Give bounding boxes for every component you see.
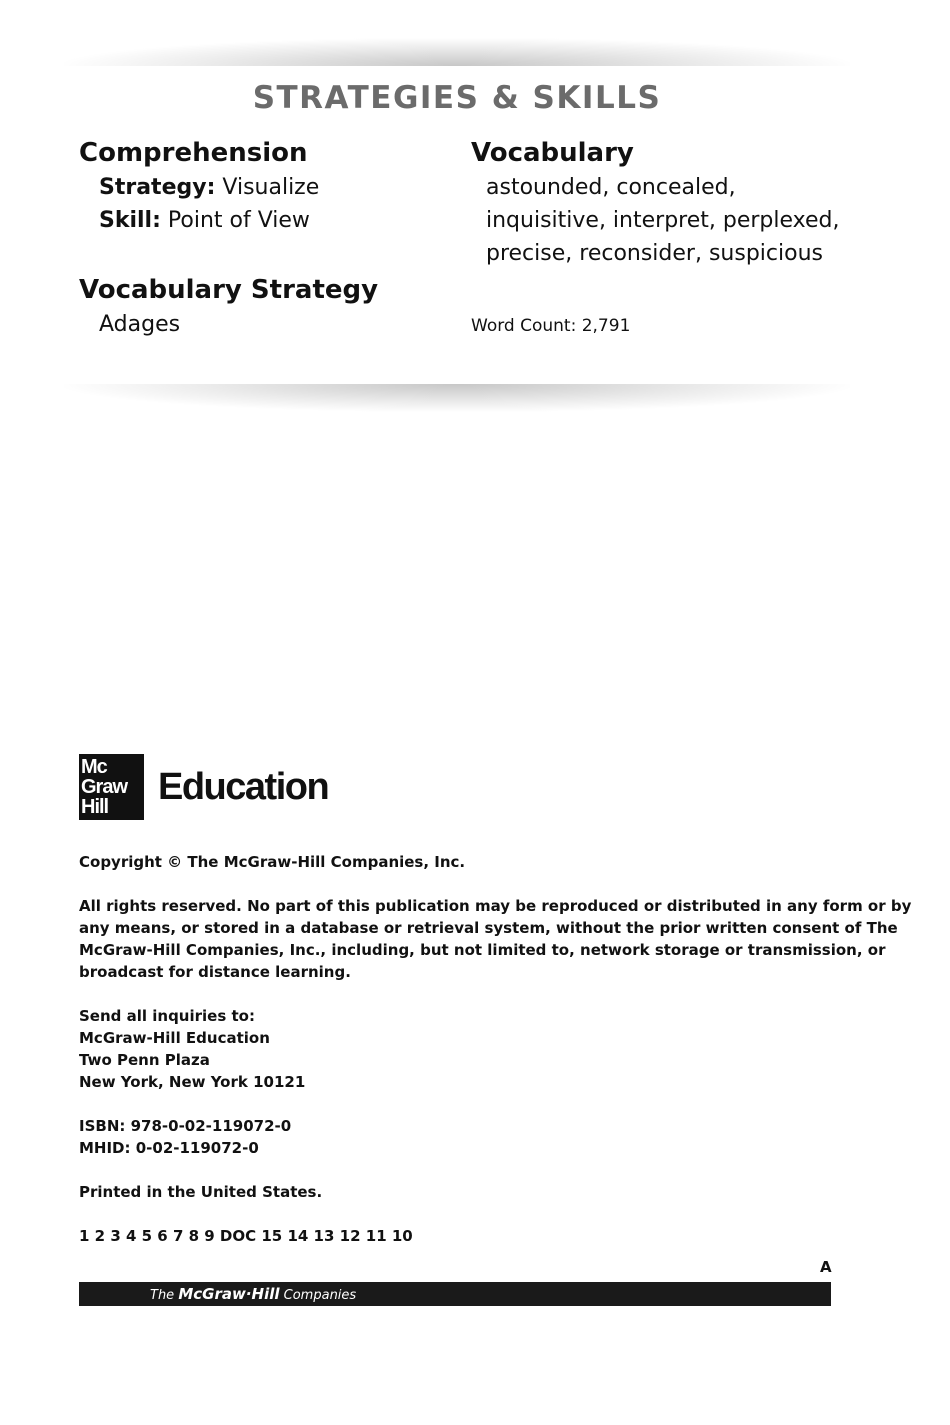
print-number-line: 1 2 3 4 5 6 7 8 9 DOC 15 14 13 12 11 10 [79, 1227, 413, 1245]
isbn: ISBN: 978-0-02-119072-0 [79, 1117, 292, 1135]
vocabulary-strategy-value: Adages [99, 312, 181, 337]
footer-brand-name: McGraw·Hill [178, 1285, 280, 1303]
vocabulary-line: inquisitive, interpret, perplexed, [486, 208, 840, 233]
inquiries-line: Send all inquiries to: [79, 1007, 255, 1025]
logo-line: Hill [81, 796, 109, 818]
copyright-line: Copyright © The McGraw-Hill Companies, Inc. [79, 853, 466, 871]
skill-value: Point of View [167, 208, 310, 233]
rights-line: McGraw-Hill Companies, Inc., including, but not limited to, network storage or transmission, or [79, 941, 886, 959]
strategy-label: Strategy: [99, 175, 216, 200]
vocabulary-heading: Vocabulary [471, 138, 634, 168]
inquiries-line: McGraw-Hill Education [79, 1029, 270, 1047]
inquiries-line: New York, New York 10121 [79, 1073, 306, 1091]
footer-brand [150, 1285, 356, 1303]
footer-bar [79, 1282, 831, 1306]
skill-label: Skill: [99, 208, 161, 233]
strategy-value: Visualize [222, 175, 320, 200]
mhid: MHID: 0-02-119072-0 [79, 1139, 259, 1157]
word-count: Word Count: 2,791 [471, 316, 631, 336]
rights-line: All rights reserved. No part of this publication may be reproduced or distributed in any form or by [79, 897, 912, 915]
footer-the: The [150, 1288, 175, 1303]
page-letter: A [820, 1258, 832, 1276]
footer-companies: Companies [283, 1288, 357, 1303]
printed-line: Printed in the United States. [79, 1183, 323, 1201]
vocabulary-line: precise, reconsider, suspicious [486, 241, 823, 266]
vocabulary-strategy-heading: Vocabulary Strategy [79, 275, 379, 305]
strategy-line [99, 175, 319, 200]
panel-title: STRATEGIES & SKILLS [252, 80, 662, 116]
panel-shadow-top [64, 38, 850, 66]
vocabulary-line: astounded, concealed, [486, 175, 736, 200]
rights-line: any means, or stored in a database or retrieval system, without the prior written consent of The [79, 919, 898, 937]
logo-line: Graw [81, 776, 128, 798]
logo-line: Mc [81, 756, 107, 778]
inquiries-line: Two Penn Plaza [79, 1051, 210, 1069]
panel-shadow-bottom [64, 384, 850, 412]
rights-line: broadcast for distance learning. [79, 963, 351, 981]
comprehension-heading: Comprehension [79, 138, 308, 168]
logo-education-word: Education [158, 766, 329, 808]
mcgraw-hill-logo [79, 754, 144, 820]
skill-line [99, 208, 310, 233]
